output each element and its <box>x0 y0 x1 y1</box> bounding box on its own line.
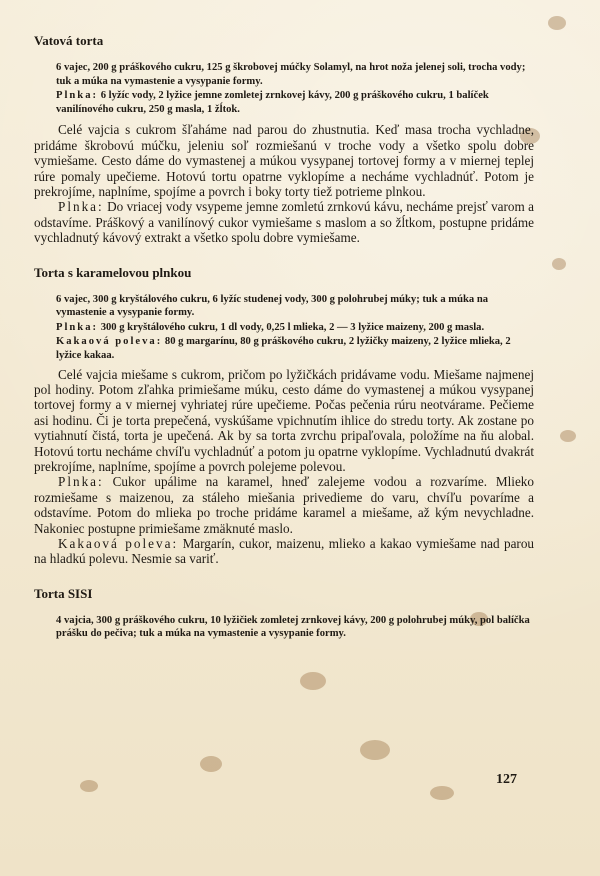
glaze-label: Kakaová poleva: <box>56 336 163 348</box>
glaze-method-label: Kakaová poleva: <box>58 536 179 552</box>
stain-mark <box>300 672 326 690</box>
recipe-content <box>34 34 534 642</box>
filling-text: 300 g kryštálového cukru, 1 dl vody, 0,25 l mlieka, 2 — 3 lyžice maizeny, 200 g masla. <box>100 321 485 333</box>
stain-mark <box>80 780 98 792</box>
stain-mark <box>548 16 566 30</box>
glaze-text: 80 g margarínu, 80 g práškového cukru, 2 lyžičky maizeny, 2 lyžice mlieka, 2 lyžice kakaa. <box>56 336 511 361</box>
recipe-title: Torta SISI <box>34 585 93 601</box>
ingredients-block <box>56 614 534 641</box>
filling-method-paragraph <box>34 199 534 245</box>
filling-method-text: Cukor upálime na karamel, hneď zalejeme vodou a rozvaríme. Mlieko rozmiešame s maizenou, za stáleho miešania privedieme do varu, chvíľu povaríme a odstavíme. Potom do mlieka po troche pridáme karamel a miešame, až kým nevychladne. Nakoniec postupne primiešame zmäknuté maslo. <box>34 474 534 536</box>
ingredients-text: 6 vajec, 300 g kryštálového cukru, 6 lyžíc studenej vody, 300 g polohrubej múky; tuk a múka na vymastenie a vysypanie formy. <box>56 293 489 319</box>
filling-ingredients <box>56 89 534 116</box>
stain-mark <box>560 430 576 442</box>
filling-label: Plnka: <box>56 321 99 333</box>
ingredients-block <box>56 293 534 363</box>
stain-mark <box>360 740 390 760</box>
recipe-title: Vatová torta <box>34 33 104 48</box>
filling-method-text: Do vriacej vody vsypeme jemne zomletú zrnkovú kávu, necháme prejsť varom a odstavíme. Práškový a vanilínový cukor vymiešame s maslom a so žĺtkom, postupne pridáme vychladnutý kávový extrakt a všetko spolu dobre vymiešame. <box>34 199 535 246</box>
glaze-method-paragraph <box>34 536 534 567</box>
filling-text: 6 lyžíc vody, 2 lyžice jemne zomletej zrnkovej kávy, 200 g práškového cukru, 1 balíček vanilínového cukru, 250 g masla, 1 žĺtok. <box>56 90 489 115</box>
ingredients-text: 4 vajcia, 300 g práškového cukru, 10 lyžičiek zomletej zrnkovej kávy, 200 g polohrubej múky, pol balíčka prášku do pečiva; tuk a múka na vymastenie a vysypanie formy. <box>56 614 530 640</box>
method-paragraph: Celé vajcia miešame s cukrom, pričom po lyžičkách pridávame vodu. Miešame najmenej pol hodiny. Potom zľahka primiešame múku, cesto dáme do vymastenej a múkou vysypanej tortovej formy a v miernej vyhriatej rúre upečieme. Počas pečenia rúru neotvárame. Pečieme asi hodinu. Či je torta prepečená, vyskúšame vpichnutím ihlice do stredu torty. Ak zostane po vytiahnutí čistá, torta je upečená. Ak by sa torta zvrchu pripaľovala, položíme na ňu alobal. Hotovú tortu necháme chvíľu vychladnúť a potom ju opatrne vyklopíme. Vychladnutú dvakrát prekrojíme, naplníme, spojíme a povrch polejeme polevou. <box>34 366 534 475</box>
stain-mark <box>430 786 454 800</box>
method-paragraph: Celé vajcia s cukrom šľaháme nad parou do zhustnutia. Keď masa trocha vychladne, pridáme škrobovú múčku, jeleniu soľ rozmiešanú v troche vody a všetko spolu dobre vymiešame. Cesto dáme do vymastenej a múkou vysypanej tortovej formy a v miernej teplej rúre pomaly upečieme. Hotovú tortu opatrne vyklopíme a necháme vychladnúť. Potom je prekrojíme, naplníme, spojíme a povrch i boky torty tiež potrieme plnkou. <box>34 122 534 199</box>
page-number: 127 <box>496 772 517 787</box>
filling-method-paragraph <box>34 474 534 536</box>
method-text <box>34 122 534 245</box>
recipe-title: Torta s karamelovou plnkou <box>34 264 192 280</box>
glaze-ingredients <box>56 335 534 362</box>
ingredients-text: 6 vajec, 200 g práškového cukru, 125 g škrobovej múčky Solamyl, na hrot noža jelenej soli, trocha vody; tuk a múka na vymastenie a vysypanie formy. <box>56 62 526 87</box>
filling-method-label: Plnka: <box>58 199 104 215</box>
filling-ingredients <box>56 321 534 335</box>
ingredients-block <box>56 61 534 116</box>
stain-mark <box>200 756 222 772</box>
stain-mark <box>552 258 566 270</box>
glaze-method-text: Margarín, cukor, maizenu, mlieko a kakao vymiešame nad parou na hladkú polevu. Nesmie sa variť. <box>34 536 535 567</box>
filling-method-label: Plnka: <box>58 474 104 490</box>
filling-label: Plnka: <box>56 90 99 102</box>
method-text <box>34 367 534 567</box>
